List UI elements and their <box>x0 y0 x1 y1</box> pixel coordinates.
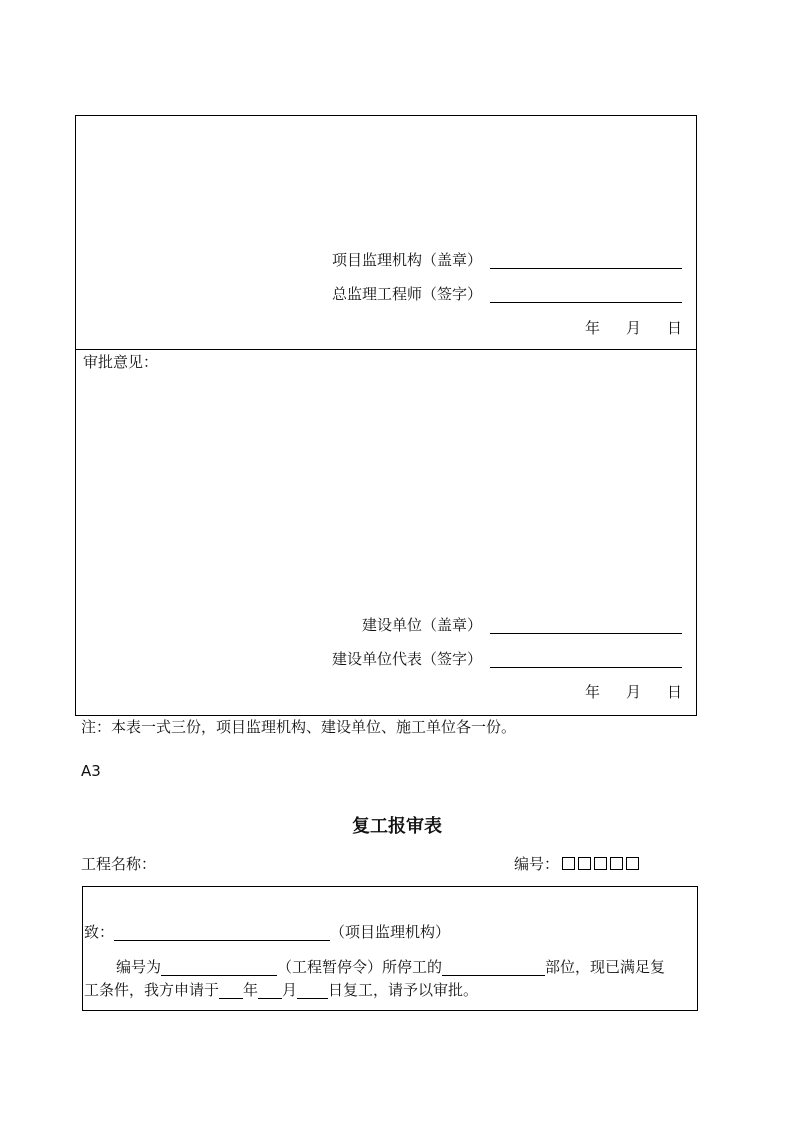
date-month-label: 月 <box>625 683 641 701</box>
date-day-label: 日 <box>666 319 682 337</box>
line2-suffix: 日复工，请予以审批。 <box>328 981 479 999</box>
line1-suffix: 部位，现已满足复 <box>545 958 666 976</box>
supervisor-org-seal-label: 项目监理机构（盖章） <box>332 251 483 269</box>
suspension-order-number-blank[interactable] <box>161 959 277 976</box>
chief-engineer-sign-label: 总监理工程师（签字） <box>332 285 483 303</box>
owner-rep-sign-row <box>332 650 682 668</box>
request-line-1 <box>116 958 665 976</box>
owner-rep-sign-line[interactable] <box>490 651 682 668</box>
date-year-label: 年 <box>584 683 600 701</box>
section-divider <box>76 349 696 350</box>
date-year-label: 年 <box>584 319 600 337</box>
number-box[interactable] <box>626 857 639 870</box>
owner-seal-label: 建设单位（盖章） <box>362 616 483 634</box>
date-month-label: 月 <box>625 319 641 337</box>
request-line-2 <box>84 981 478 999</box>
owner-seal-row <box>362 616 682 634</box>
date-day-label: 日 <box>666 683 682 701</box>
line2-prefix: 工条件，我方申请于 <box>84 981 220 999</box>
form-title: 复工报审表 <box>352 816 442 837</box>
form-number-label: 编号： <box>514 855 560 873</box>
line2-year: 年 <box>243 981 259 999</box>
project-name-label: 工程名称： <box>81 855 157 873</box>
approval-opinion-label: 审批意见： <box>83 353 159 371</box>
addressee-line <box>84 923 450 941</box>
number-box[interactable] <box>594 857 607 870</box>
chief-engineer-sign-row <box>332 285 682 303</box>
number-box[interactable] <box>578 857 591 870</box>
supervisor-org-seal-row <box>332 251 682 269</box>
resume-year-blank[interactable] <box>219 982 243 999</box>
owner-seal-line[interactable] <box>490 617 682 634</box>
to-label: 致： <box>84 923 115 941</box>
number-boxes <box>559 855 639 873</box>
chief-engineer-sign-line[interactable] <box>490 286 682 303</box>
resume-month-blank[interactable] <box>258 982 282 999</box>
number-box[interactable] <box>610 857 623 870</box>
section2-date <box>585 683 682 701</box>
form-code: A3 <box>81 762 101 780</box>
number-box[interactable] <box>562 857 575 870</box>
line1-mid: （工程暂停令）所停工的 <box>277 958 443 976</box>
copies-note: 注：本表一式三份，项目监理机构、建设单位、施工单位各一份。 <box>81 718 517 736</box>
addressee-blank[interactable] <box>114 924 330 941</box>
section1-date <box>585 319 682 337</box>
line1-prefix: 编号为 <box>116 958 162 976</box>
resumption-form-box <box>82 886 698 1011</box>
line2-month: 月 <box>282 981 298 999</box>
review-table-continuation <box>75 115 697 716</box>
form-number <box>514 855 639 873</box>
owner-rep-sign-label: 建设单位代表（签字） <box>332 650 483 668</box>
resume-day-blank[interactable] <box>297 982 328 999</box>
suspended-part-blank[interactable] <box>442 959 545 976</box>
supervisor-org-seal-line[interactable] <box>490 252 682 269</box>
to-suffix: （项目监理机构） <box>330 923 451 941</box>
